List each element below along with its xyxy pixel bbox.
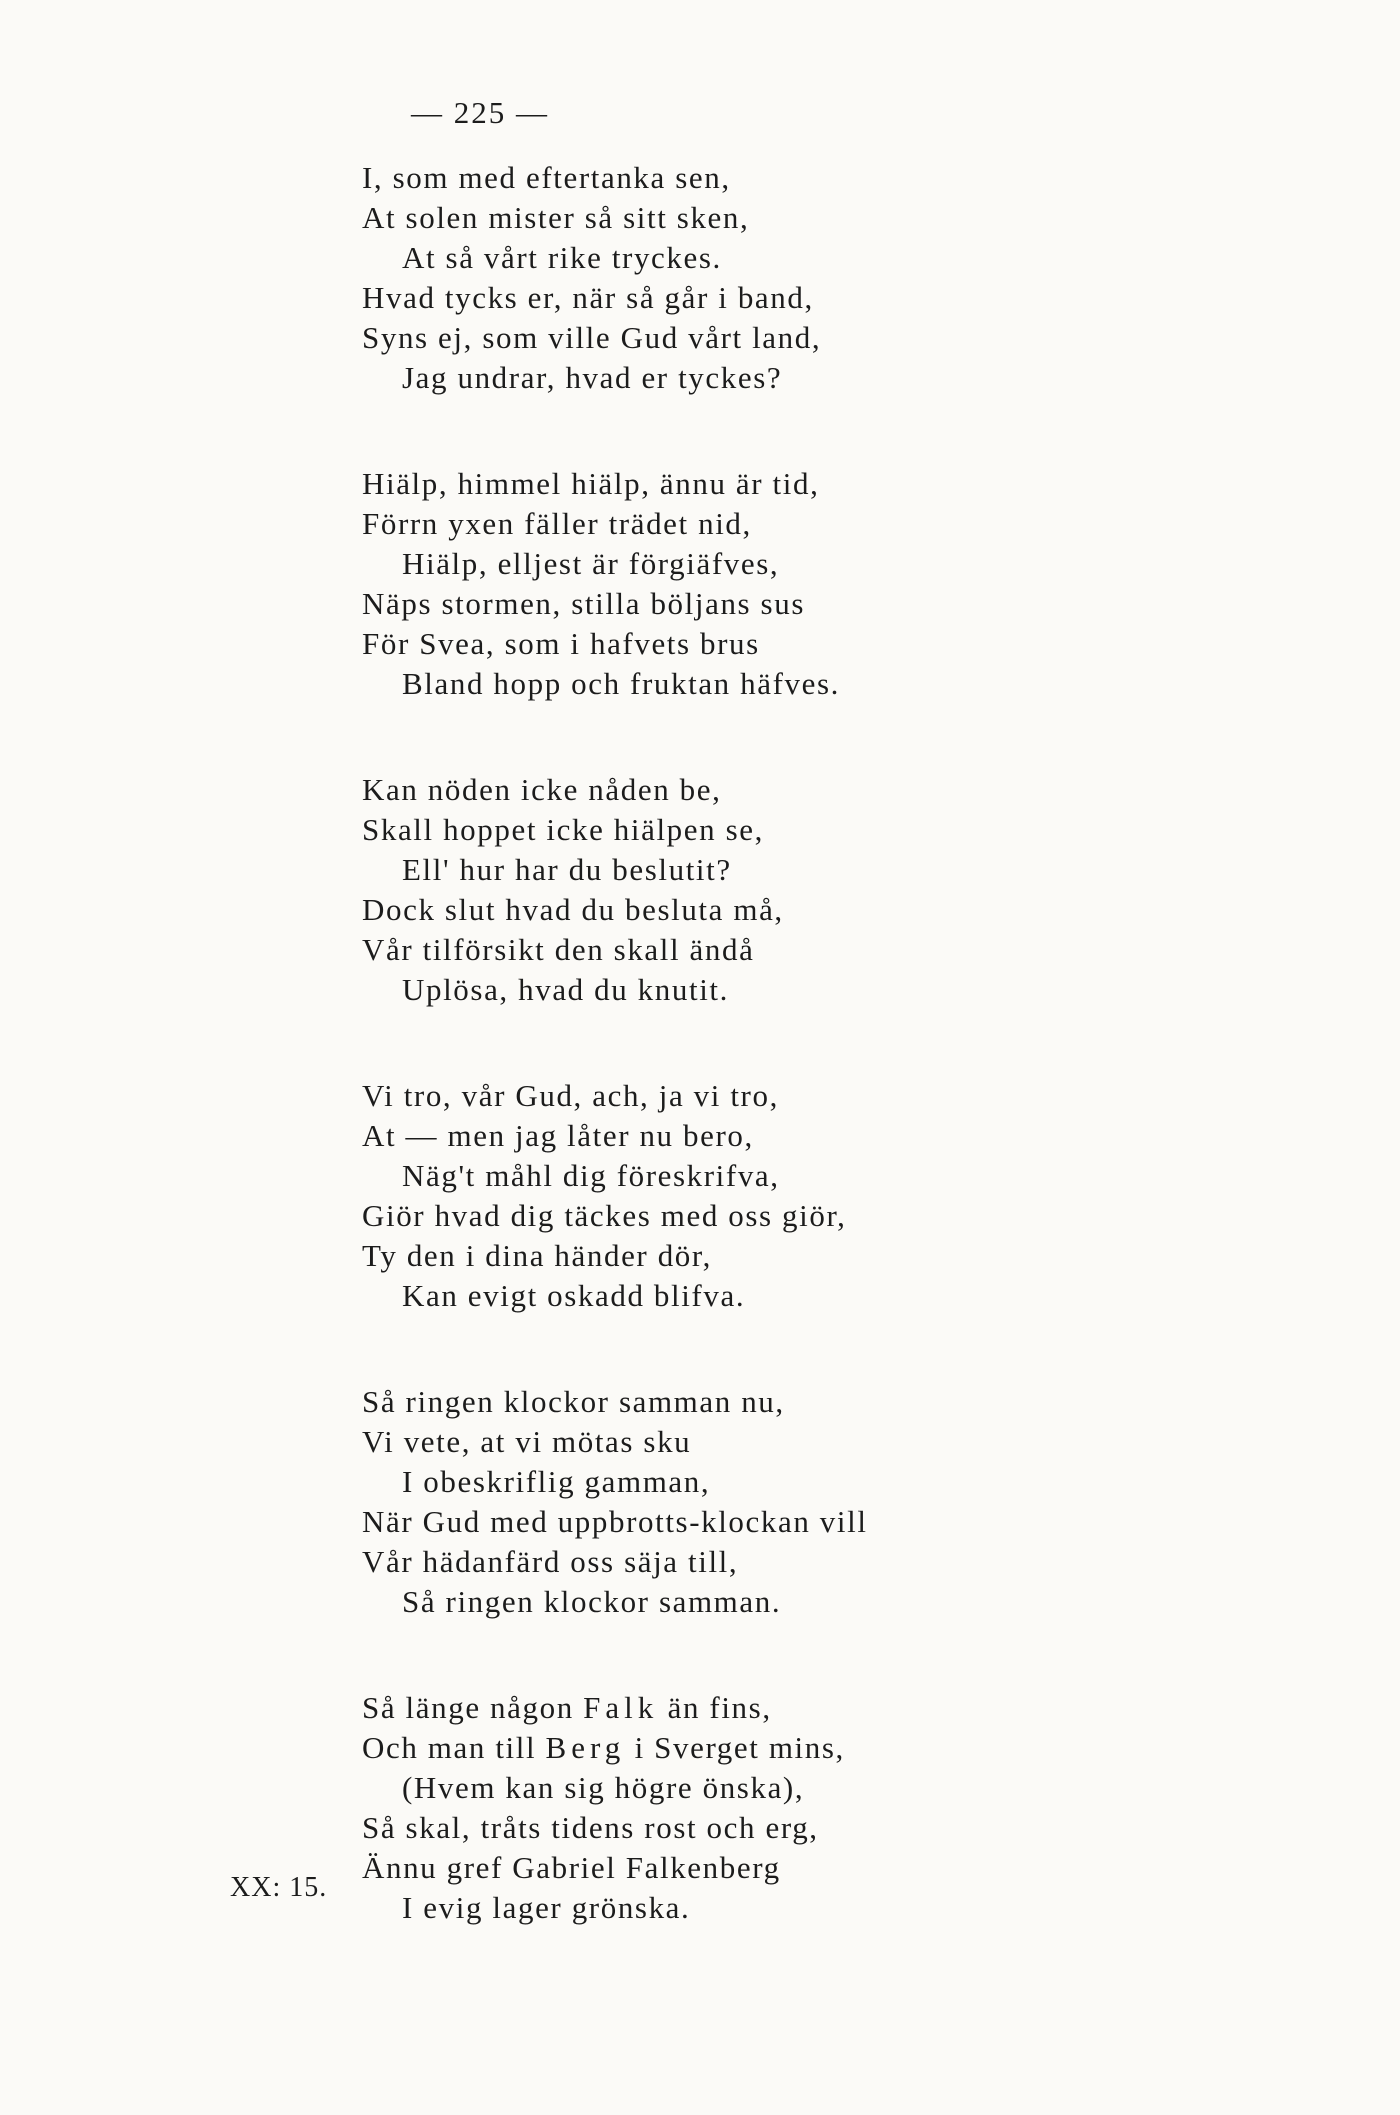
poem-line: När Gud med uppbrotts-klockan vill [362, 1504, 868, 1539]
line-text: Så länge någon [362, 1690, 584, 1725]
signature-mark: XX: 15. [230, 1872, 328, 1903]
poem-line: Uplösa, hvad du knutit. [402, 972, 729, 1007]
poem-line [362, 1728, 1262, 1768]
poem-line: Så ringen klockor samman nu, [362, 1384, 785, 1419]
poem-line: Hvad tycks er, när så går i band, [362, 280, 814, 315]
stanza-2 [362, 464, 1262, 704]
poem-line: Bland hopp och fruktan häfves. [402, 666, 840, 701]
poem-line: Vår tilförsikt den skall ändå [362, 932, 755, 967]
poem-line: Syns ej, som ville Gud vårt land, [362, 320, 822, 355]
poem-line: At så vårt rike tryckes. [402, 240, 722, 275]
line-text: Och man till [362, 1730, 546, 1765]
poem-body [362, 158, 1262, 1994]
poem-line: Ty den i dina händer dör, [362, 1238, 712, 1273]
poem-line: Vi vete, at vi mötas sku [362, 1424, 692, 1459]
page-number: — 225 — [411, 95, 549, 130]
poem-line: Kan nöden icke nåden be, [362, 772, 722, 807]
line-text: i Sverget mins, [625, 1730, 845, 1765]
stanza-1 [362, 158, 1262, 398]
poem-line [362, 1688, 1262, 1728]
poem-line: Vår hädanfärd oss säja till, [362, 1544, 739, 1579]
poem-line: Ell' hur har du beslutit? [402, 852, 732, 887]
stanza-4 [362, 1076, 1262, 1316]
poem-line: Så ringen klockor samman. [402, 1584, 782, 1619]
poem-line: Så skal, tråts tidens rost och erg, [362, 1810, 819, 1845]
poem-line: Kan evigt oskadd blifva. [402, 1278, 746, 1313]
poem-line: Jag undrar, hvad er tyckes? [402, 360, 783, 395]
poem-line: I obeskriflig gamman, [402, 1464, 711, 1499]
poem-line: Giör hvad dig täckes med oss giör, [362, 1198, 847, 1233]
line-text: än fins, [658, 1690, 772, 1725]
poem-line: I evig lager grönska. [402, 1890, 691, 1925]
poem-line: Förrn yxen fäller trädet nid, [362, 506, 752, 541]
poem-line: Näg't måhl dig föreskrifva, [402, 1158, 780, 1193]
poem-line: Vi tro, vår Gud, ach, ja vi tro, [362, 1078, 779, 1113]
poem-line: Hiälp, himmel hiälp, ännu är tid, [362, 466, 820, 501]
stanza-5 [362, 1382, 1262, 1622]
stanza-6 [362, 1688, 1262, 1928]
poem-line: Hiälp, elljest är förgiäfves, [402, 546, 780, 581]
poem-line: I, som med eftertanka sen, [362, 160, 731, 195]
name-berg: Berg [545, 1730, 626, 1765]
poem-line: Skall hoppet icke hiälpen se, [362, 812, 764, 847]
poem-line: At solen mister så sitt sken, [362, 200, 750, 235]
name-falk: Falk [583, 1690, 659, 1725]
poem-line: At — men jag låter nu bero, [362, 1118, 754, 1153]
poem-line: Ännu gref Gabriel Falkenberg [362, 1850, 781, 1885]
poem-line: För Svea, som i hafvets brus [362, 626, 760, 661]
stanza-3 [362, 770, 1262, 1010]
poem-line: Näps stormen, stilla böljans sus [362, 586, 805, 621]
poem-line: Dock slut hvad du besluta må, [362, 892, 784, 927]
poem-line: (Hvem kan sig högre önska), [402, 1770, 805, 1805]
